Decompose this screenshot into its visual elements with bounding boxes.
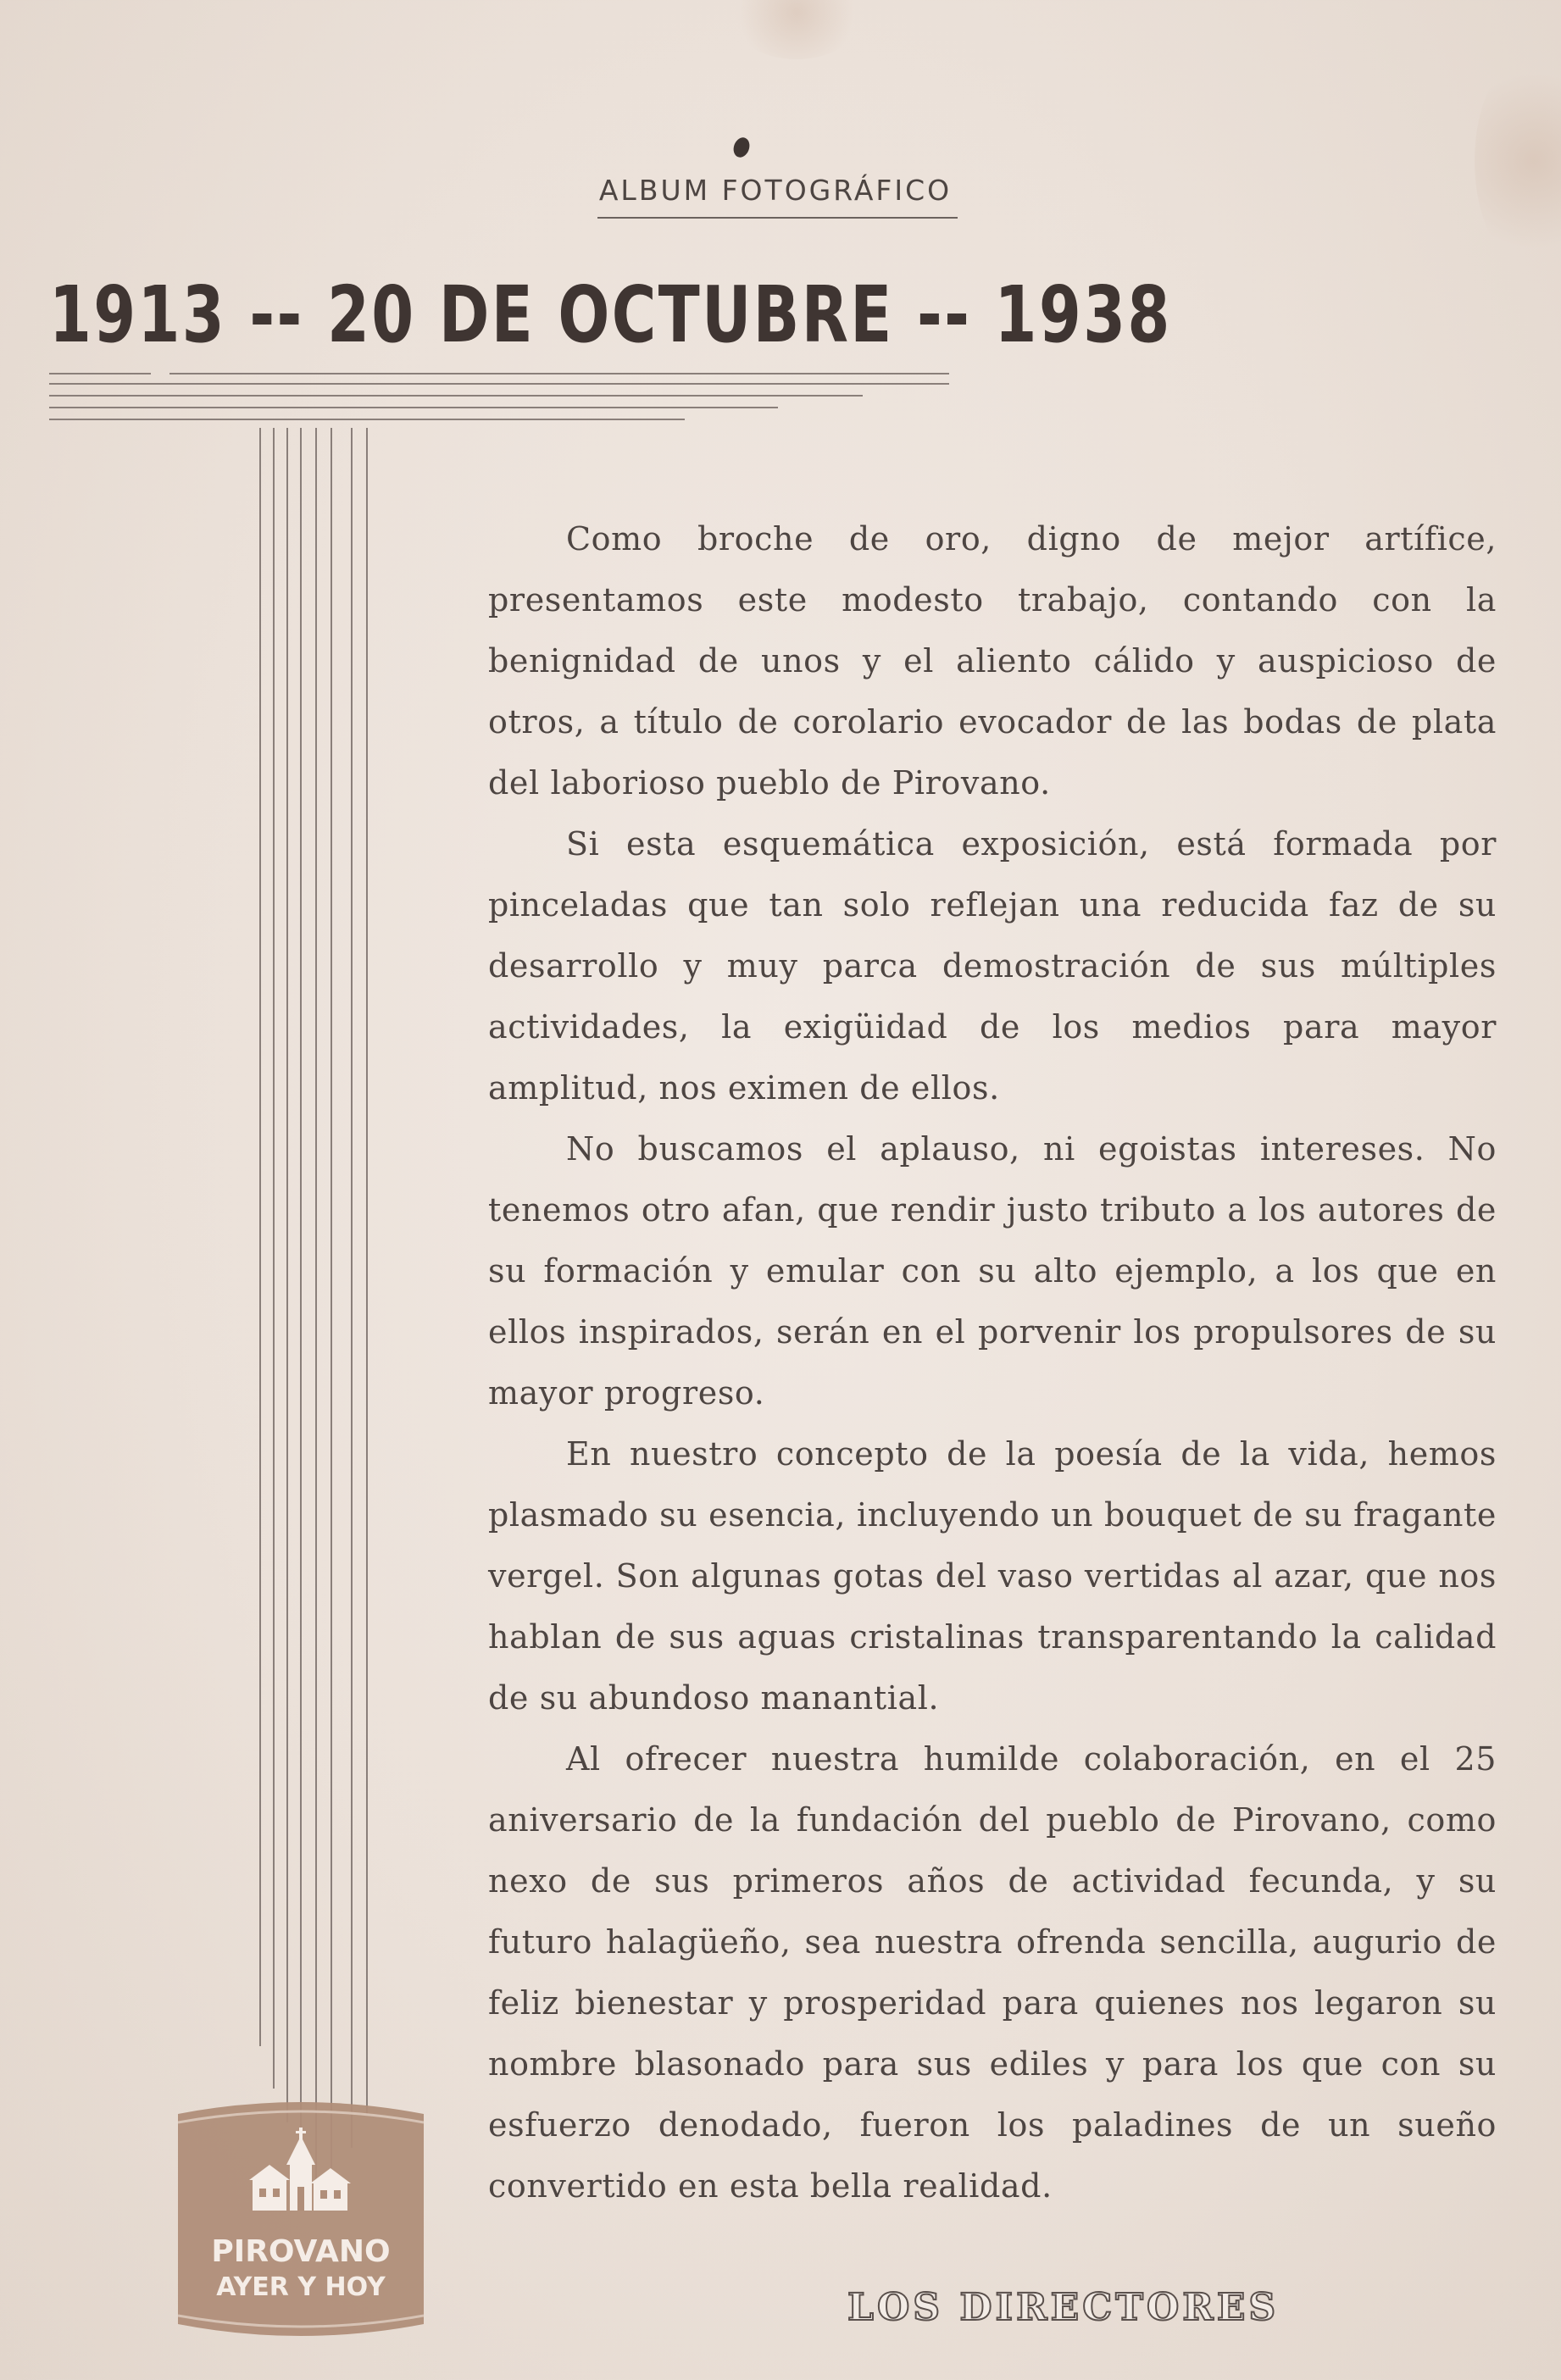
pirovano-watermark-logo bbox=[178, 2097, 424, 2341]
paragraph-1: Como broche de oro, digno de mejor artífice, presentamos este modesto trabajo, contando con la benignidad de unos y el aliento cálido y auspicioso de otros, a título de corolario evocador de las bodas de plata del laborioso pueblo de Pirovano. bbox=[488, 520, 1497, 802]
paper-stain bbox=[1475, 51, 1561, 271]
body-text bbox=[488, 508, 1497, 2216]
page-title: 1913 -- 20 DE OCTUBRE -- 1938 bbox=[49, 269, 1172, 360]
logo-line-2: AYER Y HOY bbox=[216, 2272, 386, 2302]
paragraph-2: Si esta esquemática exposición, está formada por pinceladas que tan solo reflejan una reducida faz de su desarrollo y muy parca demostración de sus múltiples actividades, la exigüidad de los medios para mayor amplitud, nos eximen de ellos. bbox=[488, 825, 1497, 1107]
paragraph-4: En nuestro concepto de la poesía de la vida, hemos plasmado su esencia, incluyendo un bouquet de su fragante vergel. Son algunas gotas del vaso vertidas al azar, que nos hablan de sus aguas cristalinas transparentando la calidad de su abundoso manantial. bbox=[488, 1435, 1497, 1717]
paper-stain bbox=[729, 0, 864, 59]
paragraph-5: Al ofrecer nuestra humilde colaboración, en el 25 aniversario de la fundación del pueblo de Pirovano, como nexo de sus primeros años de actividad fecunda, y su futuro halagüeño, sea nuestra ofrenda sencilla, augurio de feliz bienestar y prosperidad para quienes nos legaron su nombre blasonado para sus ediles y para los que con su esfuerzo denodado, fueron los paladines de un sueño convertido en esta bella realidad. bbox=[488, 1740, 1497, 2205]
subtitle-underline bbox=[597, 217, 958, 219]
ink-dot bbox=[731, 136, 752, 160]
signature: LOS DIRECTORES bbox=[847, 2286, 1280, 2329]
album-subtitle: ALBUM FOTOGRÁFICO bbox=[598, 174, 953, 207]
logo-line-1: PIROVANO bbox=[211, 2234, 391, 2269]
paragraph-3: No buscamos el aplauso, ni egoistas intereses. No tenemos otro afan, que rendir justo tributo a los autores de su formación y emular con su alto ejemplo, a los que en ellos inspirados, serán en el porvenir los propulsores de su mayor progreso. bbox=[488, 1130, 1497, 1412]
